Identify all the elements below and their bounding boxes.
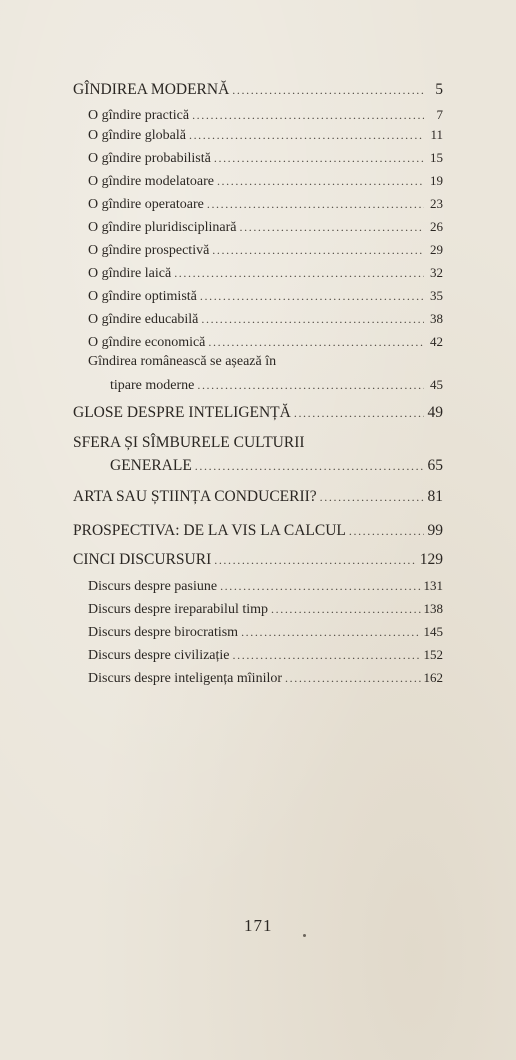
paper-speck [303, 934, 306, 937]
toc-entry-main [73, 521, 443, 541]
toc-entry-sub [88, 218, 443, 237]
toc-entry-title: Discurs despre pasiune [88, 579, 218, 594]
toc-entry-title: SFERA ȘI SÎMBURELE CULTURII [73, 434, 305, 451]
toc-entry-main-line2 [110, 456, 443, 476]
toc-entry-sub [88, 241, 443, 260]
toc-entry-page: 32 [430, 265, 443, 280]
toc-entry-page: 42 [430, 334, 443, 349]
toc-entry-title: Gîndirea românească se așează în [88, 354, 277, 369]
dot-leader [349, 521, 424, 541]
toc-entry-page: 49 [427, 404, 443, 421]
dot-leader [174, 264, 424, 282]
toc-entry-sub [88, 669, 443, 688]
dot-leader [233, 646, 421, 664]
toc-entry-page: 35 [430, 288, 443, 303]
toc-entry-title: O gîndire probabilistă [88, 151, 211, 166]
toc-entry-title: O gîndire pluridisciplinară [88, 220, 237, 235]
page-number: 171 [244, 916, 273, 935]
toc-entry-title-continued: GENERALE [110, 457, 192, 474]
dot-leader [241, 623, 420, 641]
toc-entry-title: O gîndire laică [88, 266, 172, 281]
toc-entry-main [73, 403, 443, 423]
toc-entry-page: 129 [419, 551, 443, 568]
toc-entry-sub [88, 600, 443, 619]
dot-leader [197, 376, 424, 394]
toc-entry-page: 45 [430, 377, 443, 392]
toc-entry-title: ARTA SAU ȘTIINȚA CONDUCERII? [73, 488, 317, 505]
dot-leader [189, 126, 424, 144]
dot-leader [294, 403, 424, 423]
toc-entry-title: O gîndire operatoare [88, 197, 204, 212]
toc-entry-page: 23 [430, 196, 443, 211]
toc-entry-title: O gîndire globală [88, 128, 186, 143]
toc-entry-sub [88, 195, 443, 214]
toc-entry-page: 38 [430, 311, 443, 326]
toc-entry-page: 81 [427, 488, 443, 505]
dot-leader [208, 333, 424, 351]
toc-entry-main [73, 487, 443, 507]
dot-leader [232, 80, 424, 100]
toc-entry-title: O gîndire modelatoare [88, 174, 214, 189]
toc-entry-sub-line2 [110, 376, 443, 395]
toc-entry-title: O gîndire educabilă [88, 312, 199, 327]
toc-entry-title-continued: tipare moderne [110, 378, 195, 393]
dot-leader [212, 241, 424, 259]
toc-entry-sub [88, 149, 443, 168]
toc-entry-page: 162 [423, 670, 443, 685]
toc-entry-title: O gîndire optimistă [88, 289, 197, 304]
toc-entry-page: 15 [430, 150, 443, 165]
toc-entry-page: 19 [430, 173, 443, 188]
toc-entry-page: 99 [427, 522, 443, 539]
dot-leader [195, 456, 424, 476]
toc-entry-sub [88, 106, 443, 125]
dot-leader [214, 550, 417, 570]
toc-entry-sub [88, 310, 443, 329]
toc-entry-sub [88, 577, 443, 596]
toc-entry-title: GLOSE DESPRE INTELIGENȚĂ [73, 404, 291, 421]
toc-entry-page: 152 [423, 647, 443, 662]
toc-entry-title: Discurs despre ireparabilul timp [88, 602, 269, 617]
dot-leader [271, 600, 420, 618]
toc-entry-sub [88, 264, 443, 283]
toc-entry-page: 5 [435, 81, 443, 98]
toc-entry-title: O gîndire economică [88, 335, 206, 350]
toc-entry-page: 29 [430, 242, 443, 257]
dot-leader [207, 195, 424, 213]
toc-entry-title: Discurs despre inteligența mîinilor [88, 671, 283, 686]
toc-entry-main [73, 80, 443, 100]
dot-leader [240, 218, 424, 236]
toc-entry-title: CINCI DISCURSURI [73, 551, 212, 568]
toc-entry-page: 11 [430, 127, 443, 142]
toc-entry-sub [88, 646, 443, 665]
toc-entry-sub [88, 287, 443, 306]
dot-leader [285, 669, 420, 687]
toc-entry-title: Discurs despre civilizație [88, 648, 230, 663]
dot-leader [200, 287, 424, 305]
toc-entry-sub [88, 172, 443, 191]
toc-entry-title: O gîndire practică [88, 108, 190, 123]
dot-leader [220, 577, 420, 595]
toc-entry-title: O gîndire prospectivă [88, 243, 210, 258]
toc-entry-main [73, 550, 443, 570]
dot-leader [192, 106, 424, 124]
toc-entry-page: 26 [430, 219, 443, 234]
toc-entry-sub [88, 623, 443, 642]
toc-entry-title: Discurs despre birocratism [88, 625, 239, 640]
toc-entry-title: GÎNDIREA MODERNĂ [73, 81, 230, 98]
toc-entry-sub [88, 126, 443, 145]
dot-leader [214, 149, 424, 167]
toc-entry-main-line1 [73, 433, 443, 453]
toc-entry-page: 138 [423, 601, 443, 616]
dot-leader [217, 172, 424, 190]
toc-entry-page: 145 [423, 624, 443, 639]
toc-entry-page: 65 [427, 457, 443, 474]
toc-entry-title: PROSPECTIVA: DE LA VIS LA CALCUL [73, 522, 346, 539]
dot-leader [320, 487, 424, 507]
dot-leader [201, 310, 424, 328]
toc-entry-page: 131 [423, 578, 443, 593]
toc-entry-sub [88, 333, 443, 352]
toc-entry-sub-line1 [88, 353, 443, 371]
toc-entry-page: 7 [436, 107, 443, 122]
